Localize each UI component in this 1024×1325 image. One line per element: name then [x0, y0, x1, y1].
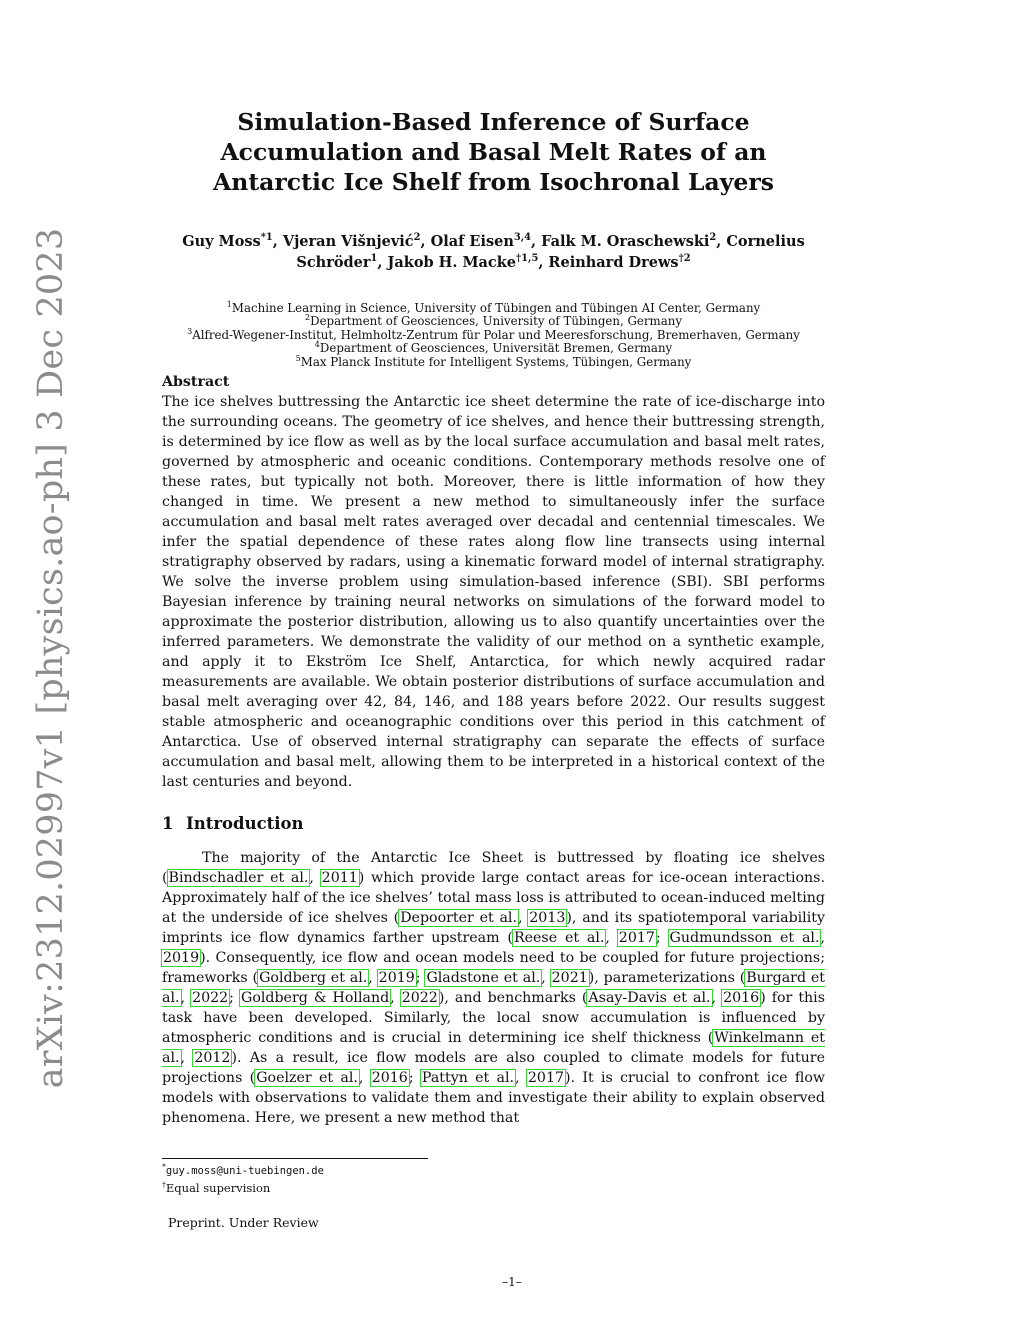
- intro-text: ,: [515, 1070, 527, 1086]
- citation-link[interactable]: 2013: [529, 910, 566, 926]
- citation-link[interactable]: Pattyn et al.: [421, 1070, 515, 1086]
- citation-link[interactable]: Goldberg & Holland: [240, 990, 390, 1006]
- citation-link[interactable]: Goelzer et al.: [256, 1070, 358, 1086]
- intro-text: ,: [180, 1050, 194, 1066]
- intro-paragraph: [162, 848, 825, 1128]
- citation-link[interactable]: Depoorter et al.: [400, 910, 517, 926]
- citation-link[interactable]: Winkelmann et al.: [162, 1030, 825, 1066]
- author-name: Reinhard Drews: [548, 254, 679, 271]
- intro-text: ;: [415, 970, 426, 986]
- affiliation-text: Alfred-Wegener-Institut, Helmholtz-Zentrum für Polar und Meeresforschung, Bremerhaven, Germany: [192, 327, 800, 342]
- author-affiliation-mark: †1,5: [516, 253, 539, 265]
- email-link[interactable]: guy.moss@uni-tuebingen.de: [165, 1165, 324, 1177]
- author-name: Guy Moss: [182, 233, 261, 250]
- intro-text: ,: [368, 970, 378, 986]
- section-heading: [162, 814, 825, 833]
- citation-link[interactable]: 2017: [618, 930, 655, 946]
- intro-text: ,: [180, 990, 192, 1006]
- author-name: Cornelius Schröder: [296, 233, 805, 271]
- author-name: Vjeran Višnjević: [282, 233, 414, 250]
- citation-link[interactable]: Bindschadler et al.: [168, 870, 309, 886]
- affiliation-number: 5: [295, 353, 301, 363]
- affiliation-line: [162, 315, 825, 328]
- footnote-email: [162, 1163, 662, 1178]
- intro-text: ), and benchmarks (: [438, 990, 588, 1006]
- affiliation-line: [162, 342, 825, 355]
- citation-link[interactable]: 2019: [163, 950, 200, 966]
- citation-link[interactable]: Asay-Davis et al.: [588, 990, 711, 1006]
- citation-link[interactable]: Burgard et al.: [162, 970, 826, 1006]
- affiliation-number: 2: [305, 313, 311, 323]
- author-affiliation-mark: 1: [370, 253, 378, 265]
- intro-text: ;: [229, 990, 240, 1006]
- arxiv-stamp: arXiv:2312.02997v1 [physics.ao-ph] 3 Dec 2023: [31, 227, 71, 1089]
- footnote-equal-supervision: [162, 1181, 662, 1195]
- intro-text: ). As a result, ice flow models are also coupled to climate models for future projections (: [162, 1050, 825, 1086]
- affiliation-number: 1: [226, 300, 232, 310]
- intro-text: ,: [605, 930, 618, 946]
- citation-link[interactable]: Gudmundsson et al.: [669, 930, 820, 946]
- citation-link[interactable]: 2012: [194, 1050, 231, 1066]
- author-affiliation-mark: 2: [413, 232, 421, 244]
- intro-text: The majority of the Antarctic Ice Sheet is buttressed by floating ice shelves (: [162, 850, 825, 886]
- author-name: Falk M. Oraschewski: [541, 233, 710, 250]
- preprint-note: Preprint. Under Review: [168, 1215, 319, 1230]
- affiliation-number: 3: [187, 326, 193, 336]
- intro-text: ,: [390, 990, 401, 1006]
- abstract: [162, 372, 825, 792]
- intro-text: ,: [517, 910, 529, 926]
- section-number: 1: [162, 814, 174, 833]
- affiliation-list: [162, 302, 825, 369]
- intro-text: ,: [358, 1070, 371, 1086]
- citation-link[interactable]: 2021: [551, 970, 588, 986]
- affiliation-text: Department of Geosciences, University of Tübingen, Germany: [310, 314, 682, 329]
- intro-text: ) for this task have been developed. Similarly, the local snow accumulation is influenced by atmospheric conditions and is crucial in determining ice shelf thickness (: [162, 990, 825, 1046]
- citation-link[interactable]: 2017: [527, 1070, 565, 1086]
- author-separator: ,: [716, 233, 727, 250]
- footnote-text: Equal supervision: [165, 1181, 271, 1195]
- intro-text: ;: [408, 1070, 421, 1086]
- citation-link[interactable]: 2019: [378, 970, 415, 986]
- citation-link[interactable]: Gladstone et al.: [426, 970, 541, 986]
- footnote-rule: [162, 1158, 428, 1159]
- intro-text: ,: [309, 870, 321, 886]
- abstract-heading: Abstract: [162, 374, 230, 390]
- author-separator: ,: [272, 233, 283, 250]
- footnote-mark: †: [162, 1180, 166, 1190]
- page-number: –1–: [502, 1275, 522, 1289]
- intro-text: ,: [711, 990, 723, 1006]
- author-list: [162, 231, 825, 273]
- citation-link[interactable]: Reese et al.: [513, 930, 605, 946]
- author-affiliation-mark: †2: [678, 253, 691, 265]
- intro-text: ). It is crucial to confront ice flow models with observations to validate them and investigate their ability to explain observed phenomena. Here, we present a new method that: [162, 1070, 825, 1126]
- citation-link[interactable]: 2022: [401, 990, 438, 1006]
- affiliation-text: Department of Geosciences, Universität Bremen, Germany: [319, 341, 673, 356]
- author-name: Jakob H. Macke: [387, 254, 517, 271]
- intro-text: ,: [820, 930, 825, 946]
- affiliation-number: 4: [314, 340, 320, 350]
- intro-text: ), parameterizations (: [588, 970, 746, 986]
- footnote-mark: *: [162, 1162, 166, 1172]
- author-affiliation-mark: *1: [260, 232, 273, 244]
- citation-link[interactable]: 2016: [371, 1070, 408, 1086]
- affiliation-text: Max Planck Institute for Intelligent Systems, Tübingen, Germany: [300, 354, 692, 369]
- intro-text: ) which provide large contact areas for ice-ocean interactions. Approximately half of the ice shelves’ total mass loss is attributed to ocean-induced melting at the underside of ice shelves (: [162, 870, 825, 926]
- author-affiliation-mark: 3,4: [513, 232, 532, 244]
- intro-text: ,: [541, 970, 551, 986]
- author-separator: ,: [531, 233, 542, 250]
- author-name: Olaf Eisen: [430, 233, 514, 250]
- intro-text: ;: [655, 930, 669, 946]
- author-separator: ,: [538, 254, 549, 271]
- citation-link[interactable]: 2016: [723, 990, 760, 1006]
- abstract-text: The ice shelves buttressing the Antarctic ice sheet determine the rate of ice-discharge into the surrounding oceans. The geometry of ice shelves, and hence their buttressing strength, is determined by ice flow as well as by the local surface accumulation and basal melt rates, governed by atmospheric and oceanic conditions. Contemporary methods resolve one of these rates, but typically not both. Moreover, there is little information of how they changed in time. We present a new method to simultaneously infer the surface accumulation and basal melt rates averaged over decadal and centennial timescales. We infer the spatial dependence of these rates along flow line transects using internal stratigraphy observed by radars, using a kinematic forward model of internal stratigraphy. We solve the inverse problem using simulation-based inference (SBI). SBI performs Bayesian inference by training neural networks on simulations of the forward model to approximate the posterior distribution, allowing us to also quantify uncertainties over the inferred parameters. We demonstrate the validity of our method on a synthetic example, and apply it to Ekström Ice Shelf, Antarctica, for which newly acquired radar measurements are available. We obtain posterior distributions of surface accumulation and basal melt averaging over 42, 84, 146, and 188 years before 2022. Our results suggest stable atmospheric and oceanographic conditions over this period in this catchment of Antarctica. Use of observed internal stratigraphy can separate the effects of surface accumulation and basal melt, allowing them to be interpreted in a historical context of the last centuries and beyond.: [162, 394, 825, 790]
- paper-title: Simulation-Based Inference of Surface Accumulation and Basal Melt Rates of an Antarctic Ice Shelf from Isochronal Layers: [213, 108, 774, 196]
- affiliation-line: [162, 353, 825, 369]
- author-affiliation-mark: 2: [709, 232, 717, 244]
- citation-link[interactable]: 2011: [321, 870, 358, 886]
- intro-text: ), and its spatiotemporal variability imprints ice flow dynamics farther upstream (: [162, 910, 825, 946]
- citation-link[interactable]: 2022: [192, 990, 229, 1006]
- intro-text: ). Consequently, ice flow and ocean models need to be coupled for future projections; frameworks (: [162, 950, 825, 986]
- citation-link[interactable]: Goldberg et al.: [259, 970, 368, 986]
- affiliation-text: Machine Learning in Science, University of Tübingen and Tübingen AI Center, Germany: [231, 301, 761, 315]
- author-separator: ,: [377, 254, 388, 271]
- author-separator: ,: [420, 233, 431, 250]
- section-title: Introduction: [186, 814, 304, 833]
